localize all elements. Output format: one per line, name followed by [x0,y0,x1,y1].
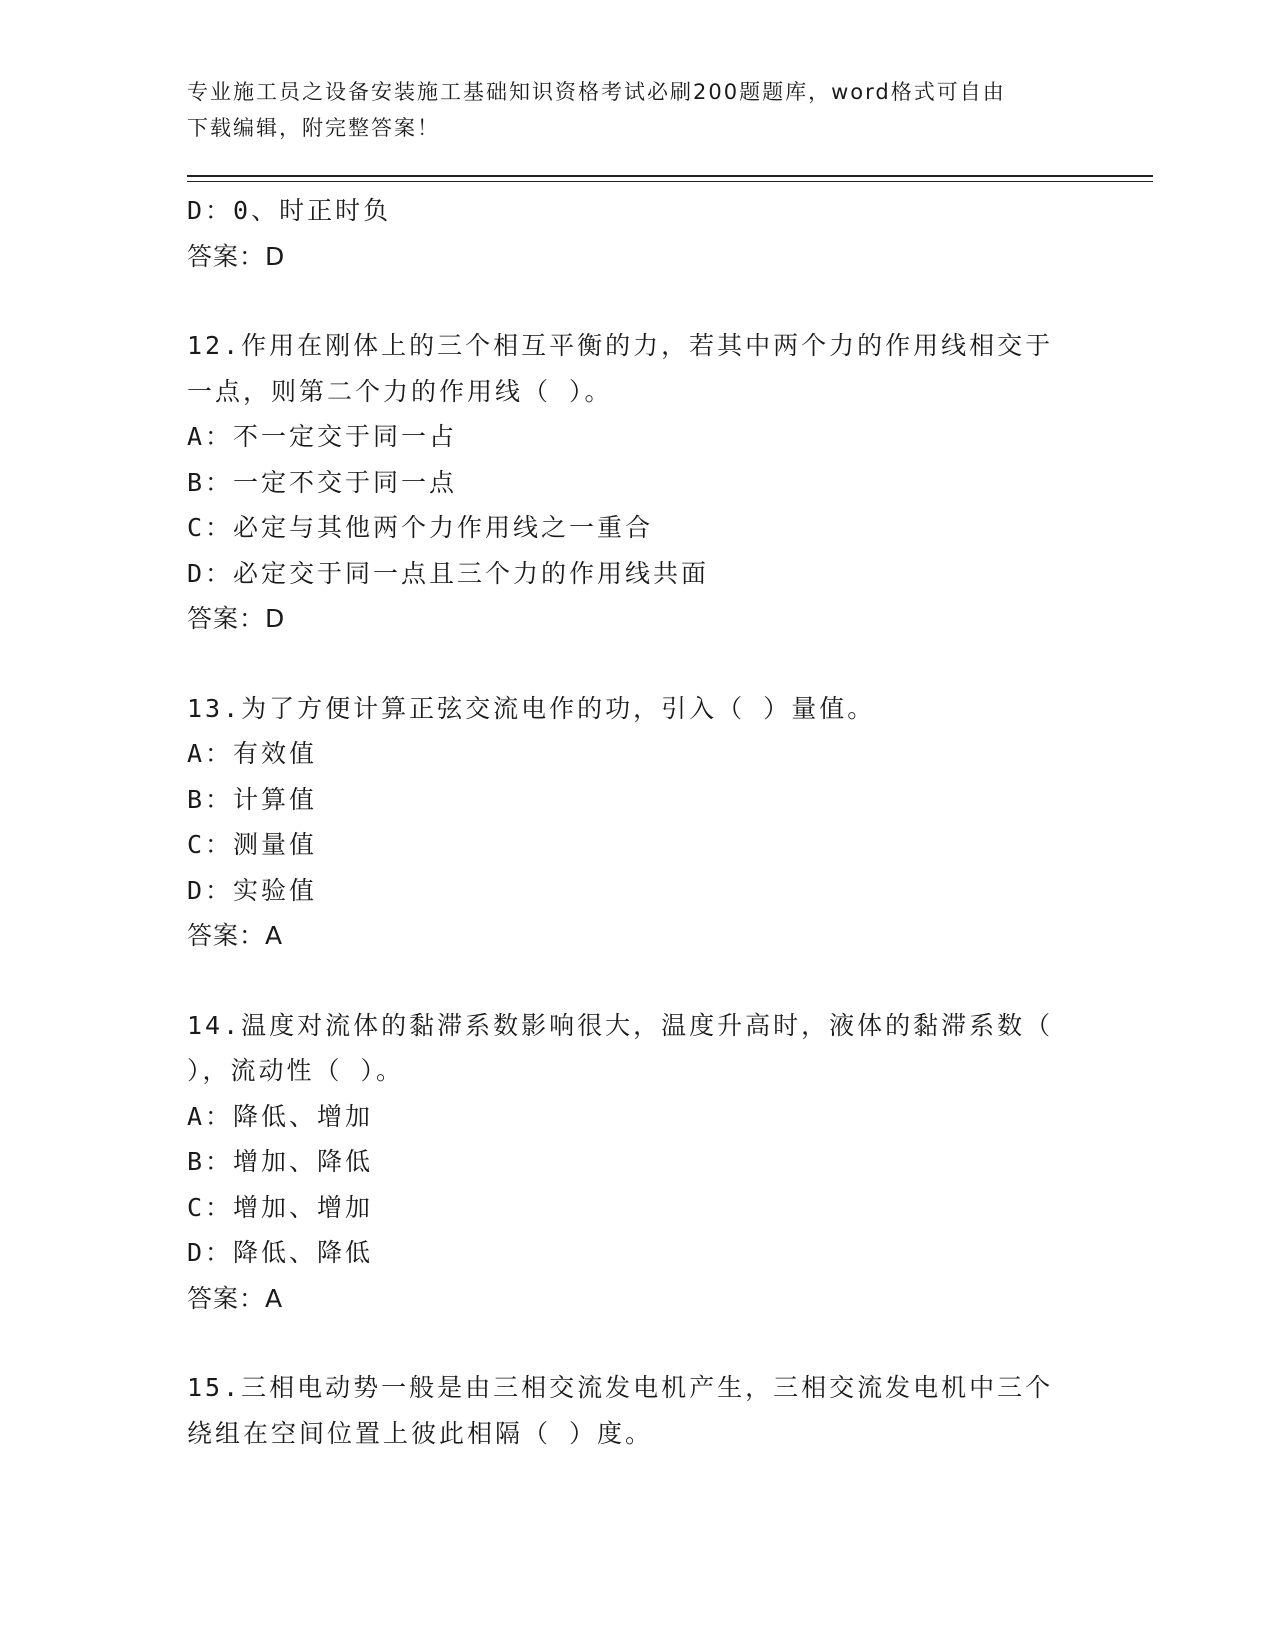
option-c: C：必定与其他两个力作用线之一重合 [187,513,654,542]
option-c: C：增加、增加 [187,1192,374,1222]
question-text-line: ），流动性（ ）。 [187,1056,405,1085]
question-14 [187,1003,1087,1322]
question-content [187,188,1087,1456]
option-c: C：测量值 [187,830,318,859]
header-title-line-1: 专业施工员之设备安装施工基础知识资格考试必刷200题题库，word格式可自由 [187,80,1006,104]
question-12 [187,323,1087,642]
document-header [187,74,1067,146]
previous-question-tail [187,188,1087,279]
option-a: A：降低、增加 [187,1101,374,1131]
answer-line: 答案：D [187,241,286,271]
question-13 [187,686,1087,959]
header-divider-thick [187,175,1153,177]
question-text-line: 12.作用在刚体上的三个相互平衡的力，若其中两个力的作用线相交于 [187,331,1054,360]
header-divider-thin [187,181,1153,182]
option-b: B：一定不交于同一点 [187,467,458,497]
spacer [187,1321,1087,1365]
header-title-line-2: 下载编辑，附完整答案！ [187,116,440,140]
question-text-line: 一点，则第二个力的作用线（ ）。 [187,376,613,406]
spacer [187,642,1087,686]
answer-line: 答案：D [187,604,286,633]
question-text-line: 13.为了方便计算正弦交流电作的功，引入（ ）量值。 [187,693,876,723]
question-text-line: 绕组在空间位置上彼此相隔（ ）度。 [187,1418,654,1448]
question-text-line: 14.温度对流体的黏滞系数影响很大，温度升高时，液体的黏滞系数（ [187,1010,1054,1040]
option-b: B：增加、降低 [187,1147,374,1176]
spacer [187,959,1087,1003]
option-d: D：降低、降低 [187,1238,374,1267]
answer-line: 答案：A [187,921,284,950]
spacer [187,279,1087,323]
option-b: B：计算值 [187,784,318,814]
question-15 [187,1365,1087,1456]
option-d: D：必定交于同一点且三个力的作用线共面 [187,558,710,588]
option-d: D：实验值 [187,875,318,905]
option-d: D：0、时正时负 [187,196,392,225]
option-a: A：不一定交于同一占 [187,422,458,451]
option-a: A：有效值 [187,739,318,768]
question-text-line: 15.三相电动势一般是由三相交流发电机产生，三相交流发电机中三个 [187,1373,1054,1402]
answer-line: 答案：A [187,1283,284,1313]
